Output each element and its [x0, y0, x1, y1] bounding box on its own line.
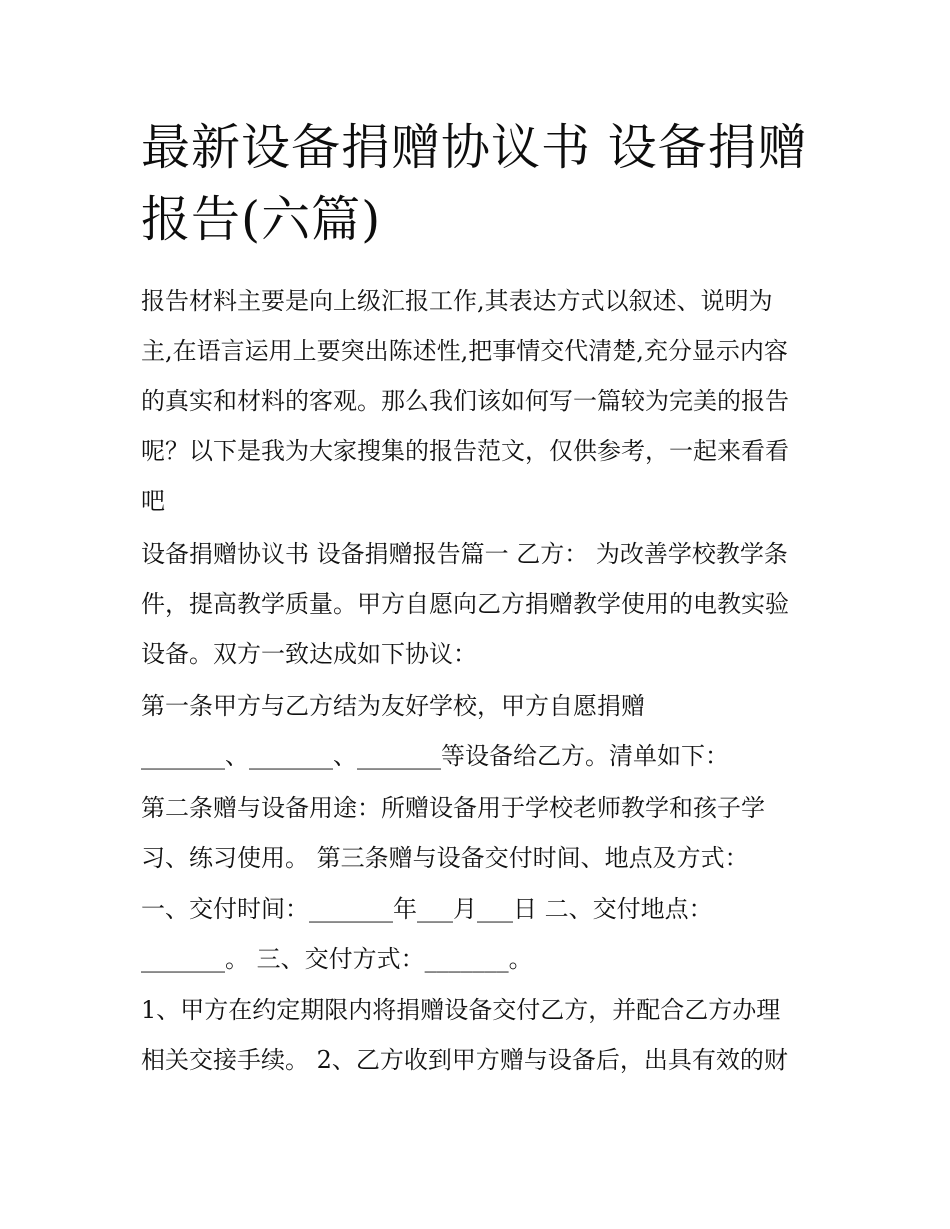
body-line: 主,在语言运用上要突出陈述性,把事情交代清楚,充分显示内容: [141, 337, 788, 365]
body-line: 报告材料主要是向上级汇报工作,其表达方式以叙述、说明为: [141, 287, 773, 315]
body-line: 一、交付时间：_______年___月___日 二、交付地点：: [141, 895, 713, 923]
body-line: 第一条甲方与乙方结为友好学校，甲方自愿捐赠: [141, 692, 645, 720]
body-line: 的真实和材料的客观。那么我们该如何写一篇较为完美的报告: [141, 387, 789, 415]
title-line-1: 最新设备捐赠协议书 设备捐赠: [141, 119, 808, 176]
body-line: _______。 三、交付方式：_______。: [141, 945, 533, 973]
body-line: 设备捐赠协议书 设备捐赠报告篇一 乙方： 为改善学校教学条: [141, 540, 788, 568]
body-line: 吧: [141, 487, 165, 515]
body-line: 呢？以下是我为大家搜集的报告范文，仅供参考，一起来看看: [141, 437, 789, 465]
body-line: 相关交接手续。 2、乙方收到甲方赠与设备后，出具有效的财: [141, 1046, 788, 1074]
body-line: 设备。双方一致达成如下协议：: [141, 640, 477, 668]
body-line: 第二条赠与设备用途：所赠设备用于学校老师教学和孩子学: [141, 794, 765, 822]
body-line: _______、_______、_______等设备给乙方。清单如下：: [141, 742, 729, 770]
body-line: 1、甲方在约定期限内将捐赠设备交付乙方，并配合乙方办理: [141, 996, 781, 1024]
document-title: [141, 112, 821, 256]
body-line: 件，提高教学质量。甲方自愿向乙方捐赠教学使用的电教实验: [141, 590, 789, 618]
body-line: 习、练习使用。 第三条赠与设备交付时间、地点及方式：: [141, 844, 749, 872]
title-line-2: 报告(六篇): [141, 191, 382, 248]
